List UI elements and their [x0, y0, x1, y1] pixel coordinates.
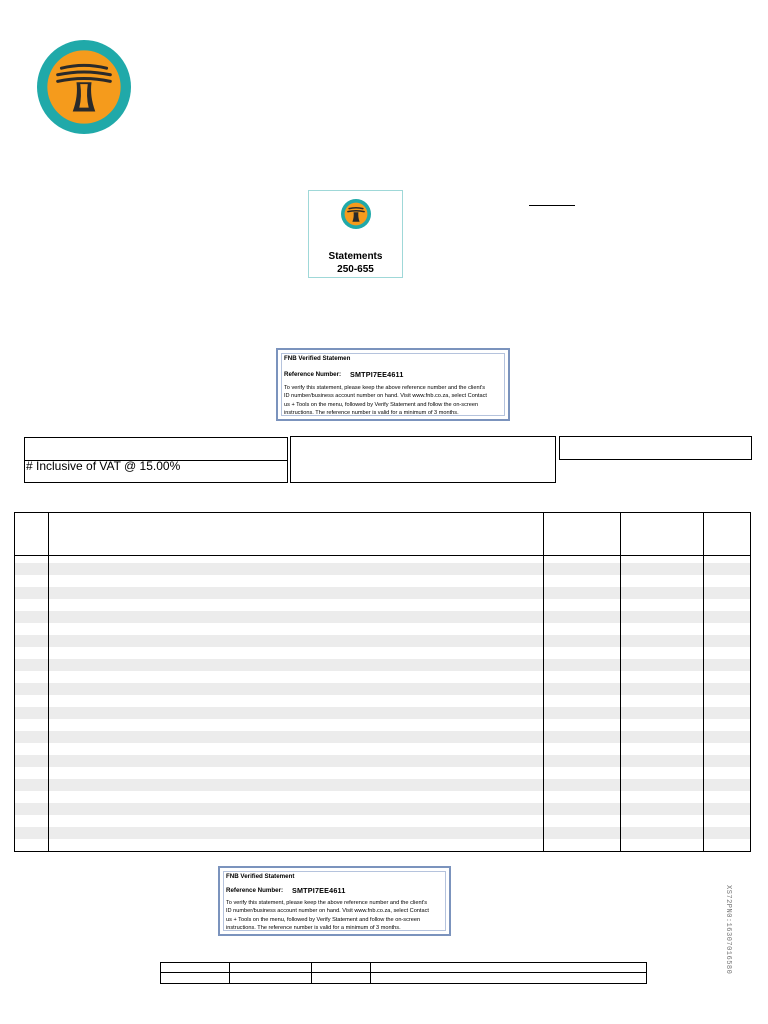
- table-row: [15, 707, 750, 719]
- column-divider: [703, 513, 704, 851]
- verified-statement-box-top: [276, 348, 510, 421]
- verify-line: To verify this statement, please keep the above reference number and the client's: [226, 900, 428, 906]
- verified-statement-box-bottom: [218, 866, 451, 936]
- verify-line: us + Tools on the menu, followed by Verify Statement and follow the on-screen: [284, 401, 479, 408]
- table-row: [15, 587, 750, 599]
- verify-instructions: [226, 899, 444, 933]
- fnb-mini-logo-icon: [341, 199, 371, 229]
- table-row: [15, 755, 750, 767]
- vat-note: # Inclusive of VAT @ 15.00%: [26, 459, 181, 473]
- account-info-box: [24, 437, 288, 461]
- address-box: [290, 436, 556, 483]
- verify-line: ID number/business account number on hand. Visit www.fnb.co.za, select Contact: [226, 908, 429, 915]
- verify-line: ID number/business account number on hand. Visit www.fnb.co.za, select Contact: [284, 393, 487, 400]
- table-row: [15, 683, 750, 695]
- reference-number-label: Reference Number:: [226, 887, 284, 894]
- table-row: [15, 803, 750, 815]
- column-divider: [48, 513, 49, 851]
- verify-line: us + Tools on the menu, followed by Verify Statement and follow the on-screen: [226, 916, 421, 923]
- statements-title: Statements: [328, 251, 383, 262]
- transactions-header: [15, 513, 750, 556]
- verify-instructions: [284, 384, 503, 418]
- reference-number-label: Reference Number:: [284, 371, 342, 378]
- fnb-logo-icon: [37, 40, 131, 134]
- side-code: [724, 885, 738, 975]
- verified-statement-title: FNB Verified Statemen: [284, 355, 351, 362]
- reference-number-value: SMTPI7EE4611: [350, 370, 404, 379]
- reference-number-value: SMTPI7EE4611: [292, 886, 346, 895]
- summary-box: [559, 436, 752, 460]
- verified-statement-title: FNB Verified Statement: [226, 873, 295, 880]
- table-row: [15, 779, 750, 791]
- vat-box: [24, 460, 288, 483]
- side-code-text: XS72PN0:16307016580: [724, 885, 732, 975]
- statements-code: 250-655: [337, 264, 374, 275]
- footer-table: [160, 962, 647, 984]
- verify-line: To verify this statement, please keep the above reference number and the client's: [284, 385, 486, 391]
- column-divider: [543, 513, 544, 851]
- column-divider: [620, 513, 621, 851]
- verify-line: instructions. The reference number is valid for a minimum of 3 months.: [226, 925, 401, 932]
- verify-line: instructions. The reference number is valid for a minimum of 3 months.: [284, 410, 459, 417]
- table-row: [15, 635, 750, 647]
- table-row: [15, 563, 750, 575]
- statements-card: [308, 190, 403, 278]
- table-row: [15, 827, 750, 839]
- transactions-table: [14, 512, 751, 852]
- table-row: [15, 731, 750, 743]
- table-row: [15, 611, 750, 623]
- table-row: [15, 659, 750, 671]
- underline-rule: [529, 205, 575, 206]
